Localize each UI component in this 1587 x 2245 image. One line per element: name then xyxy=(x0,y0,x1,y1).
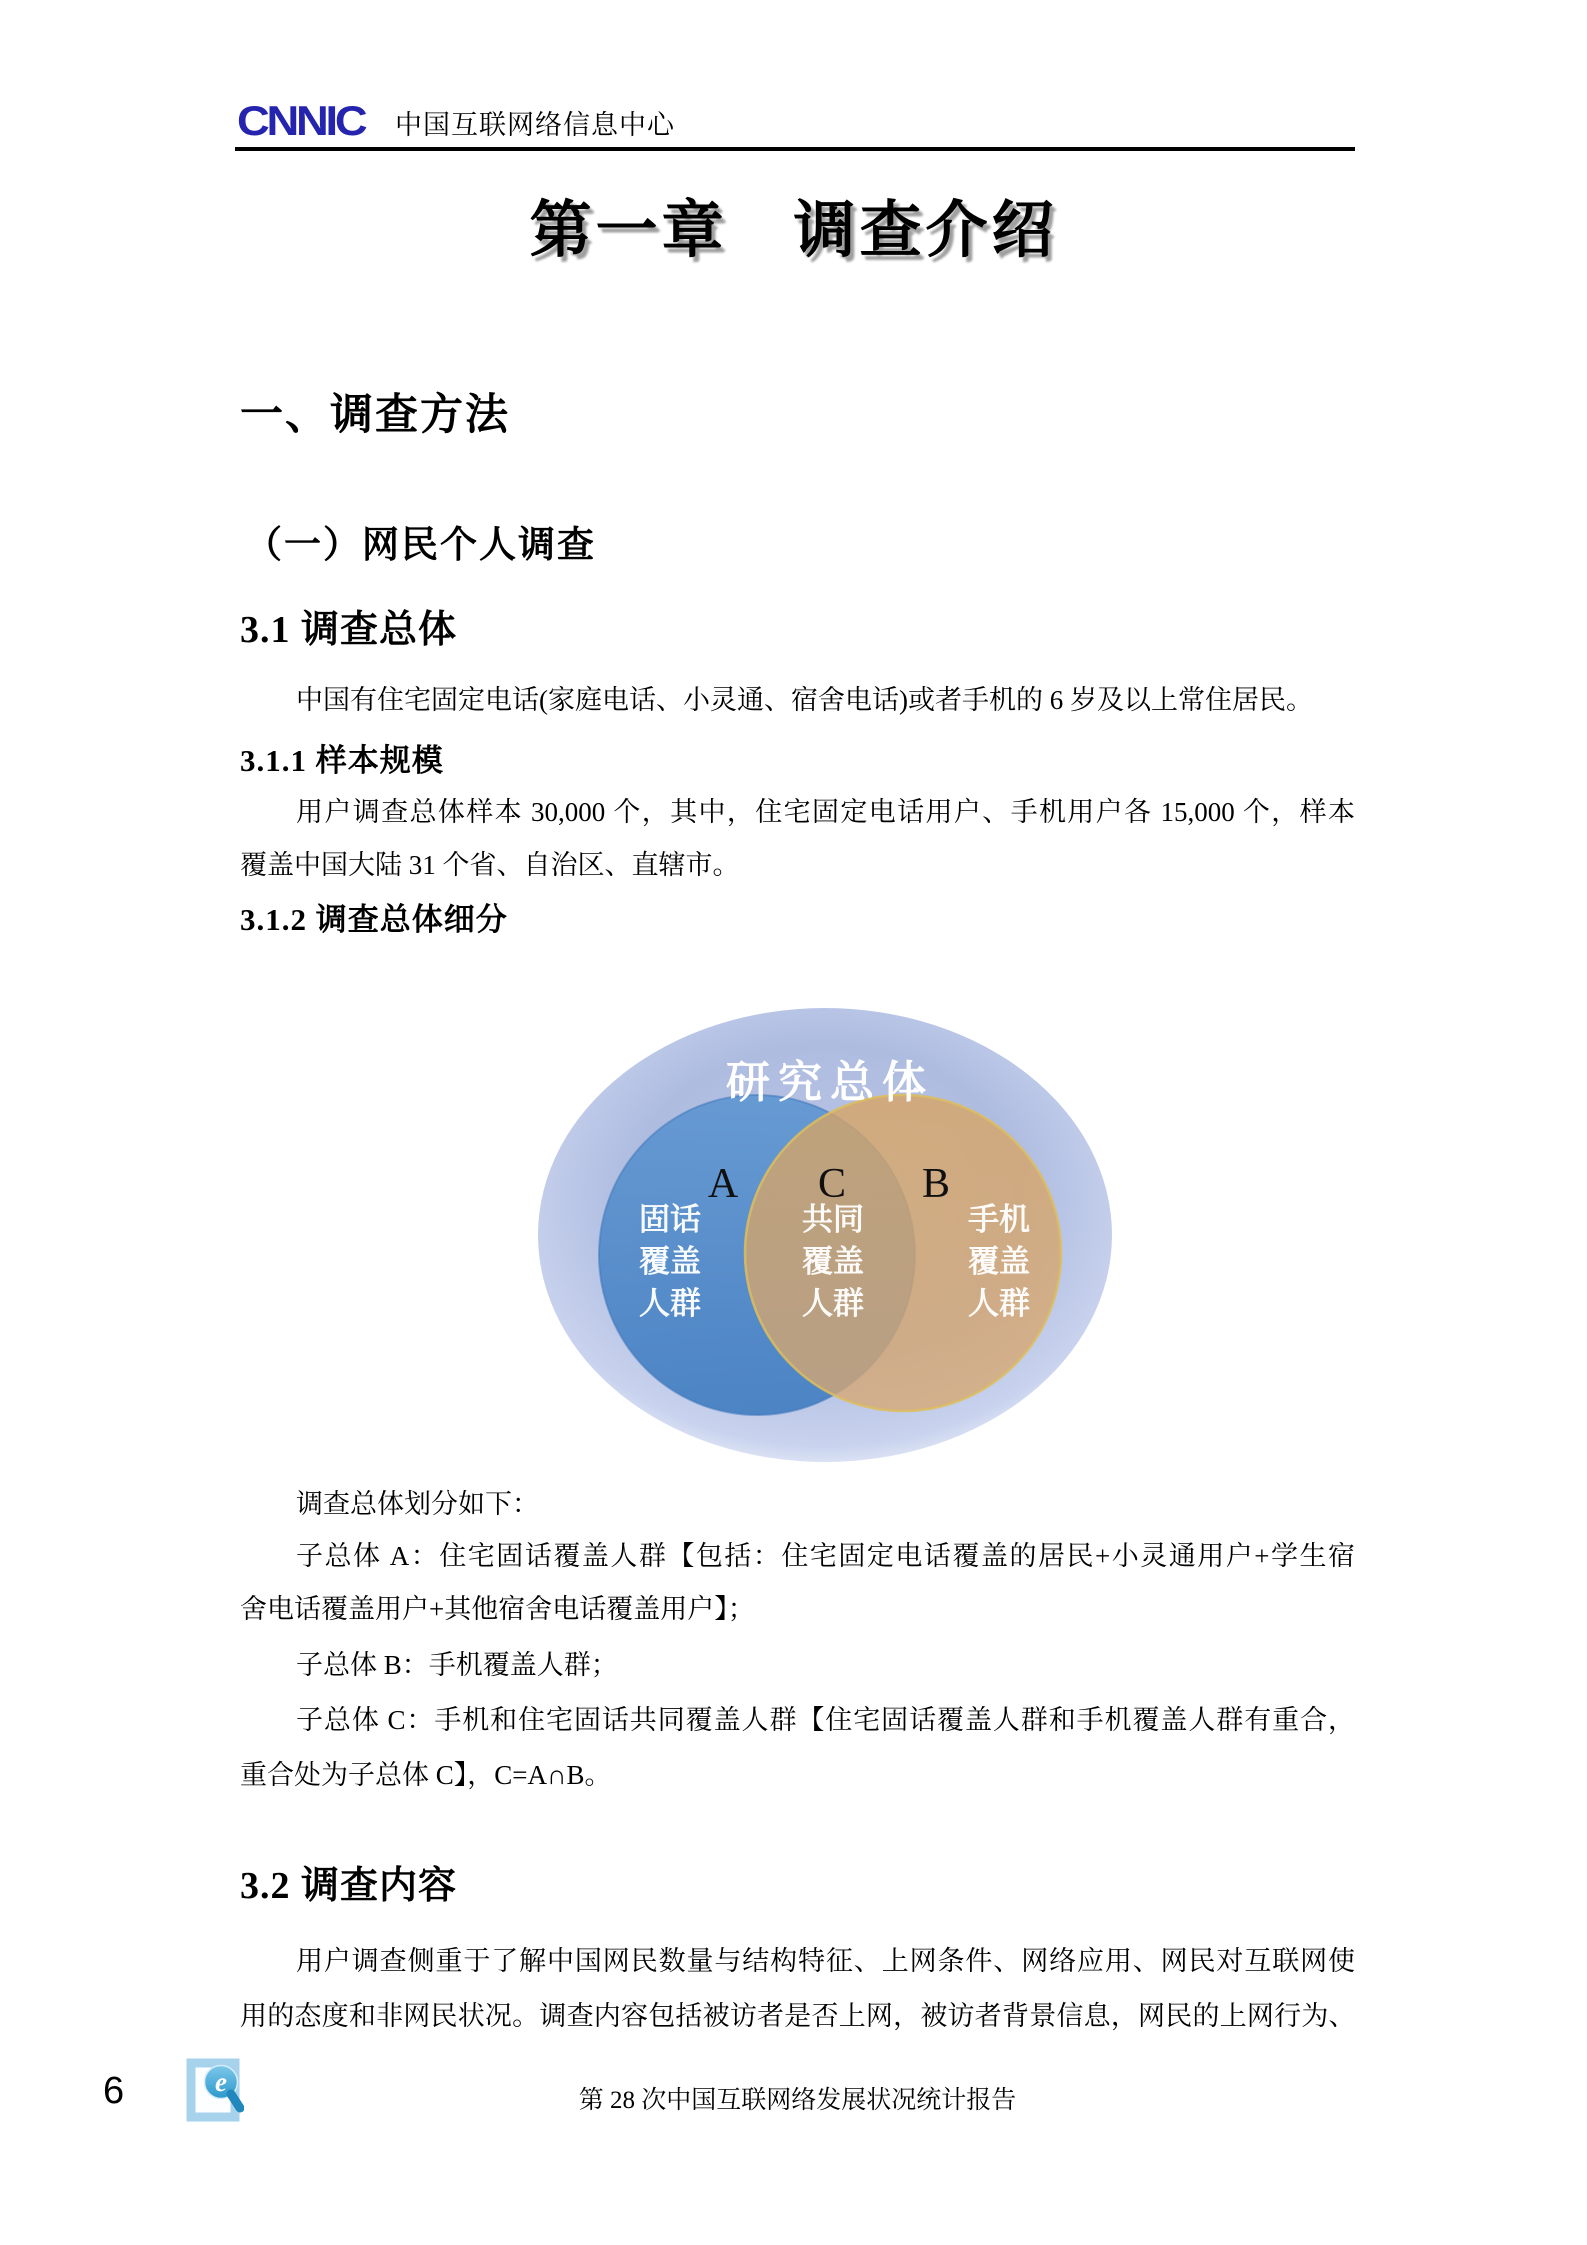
paragraph-division: 调查总体划分如下： xyxy=(296,1489,539,1519)
org-name: 中国互联网络信息中心 xyxy=(395,110,675,140)
venn-label-b-line-3: 人群 xyxy=(968,1286,1030,1321)
heading-3-2: 3.2 调查内容 xyxy=(240,1865,458,1907)
heading-3-1-2: 3.1.2 调查总体细分 xyxy=(240,902,508,937)
venn-letter-b: B xyxy=(921,1161,951,1207)
report-magnifier-icon xyxy=(186,2058,244,2122)
paragraph-sample-line-1: 用户调查总体样本 30,000 个，其中，住宅固定电话用户、手机用户各 15,000 个，样本 xyxy=(296,797,1355,827)
venn-label-b-line-2: 覆盖 xyxy=(968,1244,1030,1279)
venn-letter-a: A xyxy=(707,1161,739,1207)
paragraph-sub-b: 子总体 B：手机覆盖人群； xyxy=(296,1650,618,1680)
heading-3-1: 3.1 调查总体 xyxy=(240,609,458,651)
heading-3-1-1: 3.1.1 样本规模 xyxy=(240,743,444,778)
venn-label-a-line-3: 人群 xyxy=(639,1286,701,1321)
venn-label-a-line-1: 固话 xyxy=(639,1202,701,1237)
venn-letter-c: C xyxy=(817,1161,847,1207)
venn-label-c-line-2: 覆盖 xyxy=(802,1244,864,1279)
paragraph-content-line-2: 用的态度和非网民状况。调查内容包括被访者是否上网，被访者背景信息，网民的上网行为、 xyxy=(240,2001,1355,2031)
chapter-title: 第一章 调查介绍 xyxy=(529,197,1058,265)
venn-label-a-line-2: 覆盖 xyxy=(639,1244,701,1279)
paragraph-sub-c-line-2: 重合处为子总体 C】，C=A∩B。 xyxy=(240,1760,612,1790)
venn-label-c-line-1: 共同 xyxy=(802,1202,864,1237)
paragraph-sub-a-line-2: 舍电话覆盖用户+其他宿舍电话覆盖用户】； xyxy=(240,1594,755,1624)
heading-method: 一、调查方法 xyxy=(240,391,510,439)
venn-diagram xyxy=(535,1005,1115,1465)
venn-label-b-line-1: 手机 xyxy=(968,1202,1030,1237)
paragraph-sub-c-line-1: 子总体 C：手机和住宅固话共同覆盖人群【住宅固话覆盖人群和手机覆盖人群有重合， xyxy=(296,1705,1355,1735)
venn-label-c-line-3: 人群 xyxy=(802,1286,864,1321)
page-number: 6 xyxy=(103,2070,125,2112)
heading-personal-survey: （一）网民个人调查 xyxy=(245,525,596,566)
venn-title: 研究总体 xyxy=(726,1058,934,1107)
paragraph-content-line-1: 用户调查侧重于了解中国网民数量与结构特征、上网条件、网络应用、网民对互联网使 xyxy=(296,1946,1355,1976)
footer-report-title: 第 28 次中国互联网络发展状况统计报告 xyxy=(578,2087,1017,2114)
cnnic-logo: CNNIC xyxy=(237,97,365,144)
paragraph-intro: 中国有住宅固定电话(家庭电话、小灵通、宿舍电话)或者手机的 6 岁及以上常住居民。 xyxy=(296,685,1313,715)
svg-text:e: e xyxy=(215,2067,227,2097)
paragraph-sub-a-line-1: 子总体 A：住宅固话覆盖人群【包括：住宅固定电话覆盖的居民+小灵通用户+学生宿 xyxy=(296,1541,1355,1571)
header-rule xyxy=(235,147,1355,151)
paragraph-sample-line-2: 覆盖中国大陆 31 个省、自治区、直辖市。 xyxy=(240,850,740,880)
